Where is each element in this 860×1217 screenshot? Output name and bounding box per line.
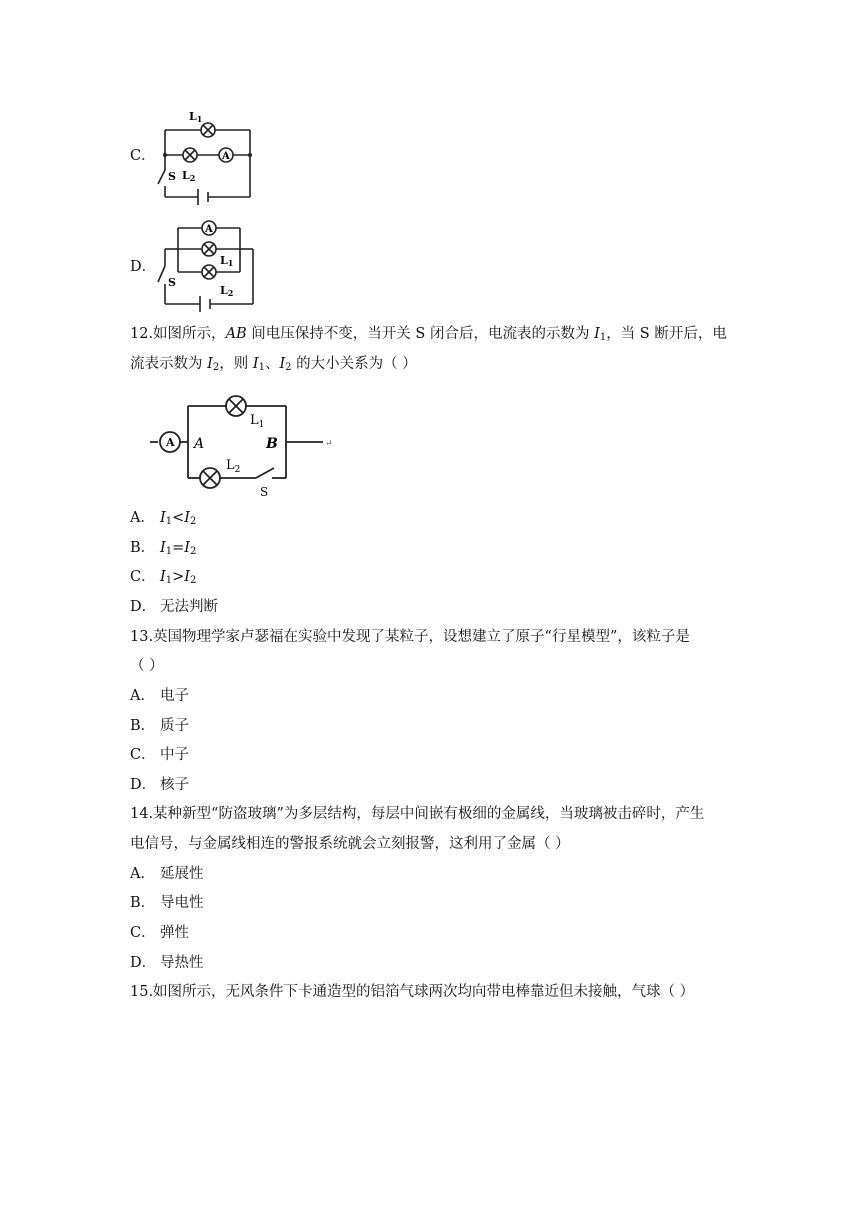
q13-option-b: B． 质子 <box>130 718 189 734</box>
q14-option-c: C． 弹性 <box>130 925 189 941</box>
q12-stem-line2: 流表示数为 $I_2$，则 $I_1$、$I_2$ 的大小关系为（ ） <box>130 356 417 373</box>
q11-figure-c <box>150 100 260 205</box>
q13-stem-line1: 13.英国物理学家卢瑟福在实验中发现了某粒子，设想建立了原子“行星模型”，该粒子是 <box>130 629 690 645</box>
q12-switch-label: S <box>260 485 269 497</box>
q11-c-switch-label: S <box>168 170 176 183</box>
q11-d-ammeter-label: A <box>205 224 213 235</box>
q14-stem-line2: 电信号，与金属线相连的警报系统就会立刻报警，这利用了金属（ ） <box>130 836 570 852</box>
q12-ammeter-label: A <box>166 436 175 449</box>
q13-option-d: D． 核子 <box>130 777 189 793</box>
q12-l1-label: $L_1$ <box>250 413 265 430</box>
q12-circuit-figure <box>148 392 338 497</box>
return-mark-icon: ↵ <box>325 439 333 449</box>
q11-d-l2-label: L2 <box>220 284 234 298</box>
q11-option-d-label: D． <box>130 259 157 275</box>
q11-d-l1-label: L1 <box>220 254 234 268</box>
q11-c-l2-label: L2 <box>182 169 196 183</box>
q12-option-b: B． $I_1=I_2$ <box>130 540 197 557</box>
q13-stem-line2: （ ） <box>130 658 164 674</box>
q14-stem-line1: 14.某种新型“防盗玻璃”为多层结构，每层中间嵌有极细的金属线，当玻璃被击碎时，产生 <box>130 806 705 822</box>
q14-option-d: D． 导热性 <box>130 955 204 971</box>
q14-option-b: B． 导电性 <box>130 895 204 911</box>
q12-stem-line1: 12.如图所示，AB 间电压保持不变，当开关 S 闭合后，电流表的示数为 $I_1$，当 S 断开后，电 <box>130 326 727 343</box>
q11-c-l1-label: L1 <box>189 110 203 124</box>
q11-d-switch-label: S <box>168 276 176 289</box>
q15-stem-line1: 15.如图所示，无风条件下卡通造型的铝箔气球两次均向带电棒靠近但未接触，气球（ ） <box>130 984 695 1000</box>
q13-option-a: A． 电子 <box>130 688 189 704</box>
q14-option-a: A． 延展性 <box>130 866 204 882</box>
q12-option-d: D． 无法判断 <box>130 599 218 615</box>
q12-l2-label: $L_2$ <box>226 458 241 475</box>
q11-option-c-label: C． <box>130 148 156 164</box>
q12-node-b-label: B <box>266 436 278 452</box>
q13-option-c: C． 中子 <box>130 747 189 763</box>
q12-option-a: A． $I_1<I_2$ <box>130 510 197 527</box>
q11-figure-d <box>150 214 265 314</box>
q12-node-a-label: A <box>194 436 205 452</box>
q11-c-ammeter-label: A <box>222 151 230 162</box>
q12-option-c: C． $I_1>I_2$ <box>130 569 197 586</box>
